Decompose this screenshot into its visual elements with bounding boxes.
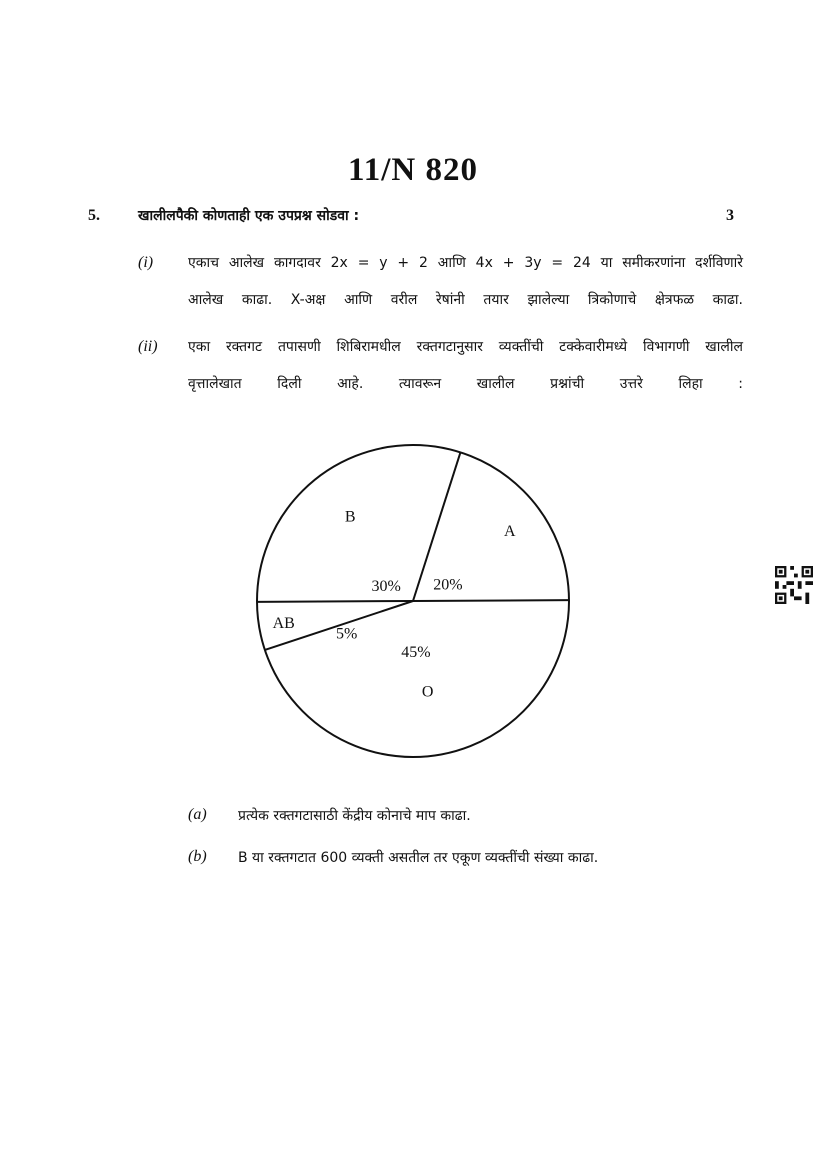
subquestion-i-label: (i) — [138, 254, 154, 271]
item-b-text: B या रक्तगटात 600 व्यक्ती असतील तर एकूण व्यक्तींची संख्या काढा. — [238, 850, 599, 866]
pie-divider-0 — [413, 600, 569, 601]
item-b-label: (b) — [188, 848, 207, 865]
question-title: खालीलपैकी कोणताही एक उपप्रश्न सोडवा : — [138, 208, 360, 224]
subquestion-i-line-1: एकाच आलेख कागदावर 2x = y + 2 आणि 4x + 3y = 24 या समीकरणांना दर्शविणारे — [188, 255, 743, 271]
item-a-text: प्रत्येक रक्तगटासाठी केंद्रीय कोनाचे माप काढा. — [238, 808, 471, 824]
pie-divider-2 — [257, 601, 413, 602]
subquestion-ii-line-2: वृत्तालेखात दिली आहे. त्यावरून खालील प्रश्नांची उत्तरे लिहा : — [188, 376, 743, 392]
item-a-label: (a) — [188, 806, 207, 823]
slice-label-o: O — [421, 683, 434, 701]
question-marks: 3 — [726, 207, 734, 224]
slice-percent-ab: 5% — [336, 625, 358, 643]
slice-percent-o: 45% — [401, 643, 431, 661]
slice-label-a: A — [504, 522, 516, 540]
subquestion-ii-line-1: एका रक्तगट तपासणी शिबिरामधील रक्तगटानुसार व्यक्तींची टक्केवारीमध्ये विभागणी खालील — [188, 339, 743, 355]
question-number: 5. — [88, 207, 100, 224]
page-code: 11/N 820 — [348, 152, 478, 188]
slice-percent-a: 20% — [433, 576, 463, 594]
qr-code-icon — [774, 566, 814, 604]
subquestion-ii-label: (ii) — [138, 338, 158, 355]
slice-percent-b: 30% — [371, 578, 401, 596]
subquestion-i-line-2: आलेख काढा. X-अक्ष आणि वरील रेषांनी तयार झालेल्या त्रिकोणाचे क्षेत्रफळ काढा. — [188, 292, 743, 308]
slice-label-b: B — [344, 508, 356, 526]
slice-label-ab: AB — [272, 615, 295, 633]
